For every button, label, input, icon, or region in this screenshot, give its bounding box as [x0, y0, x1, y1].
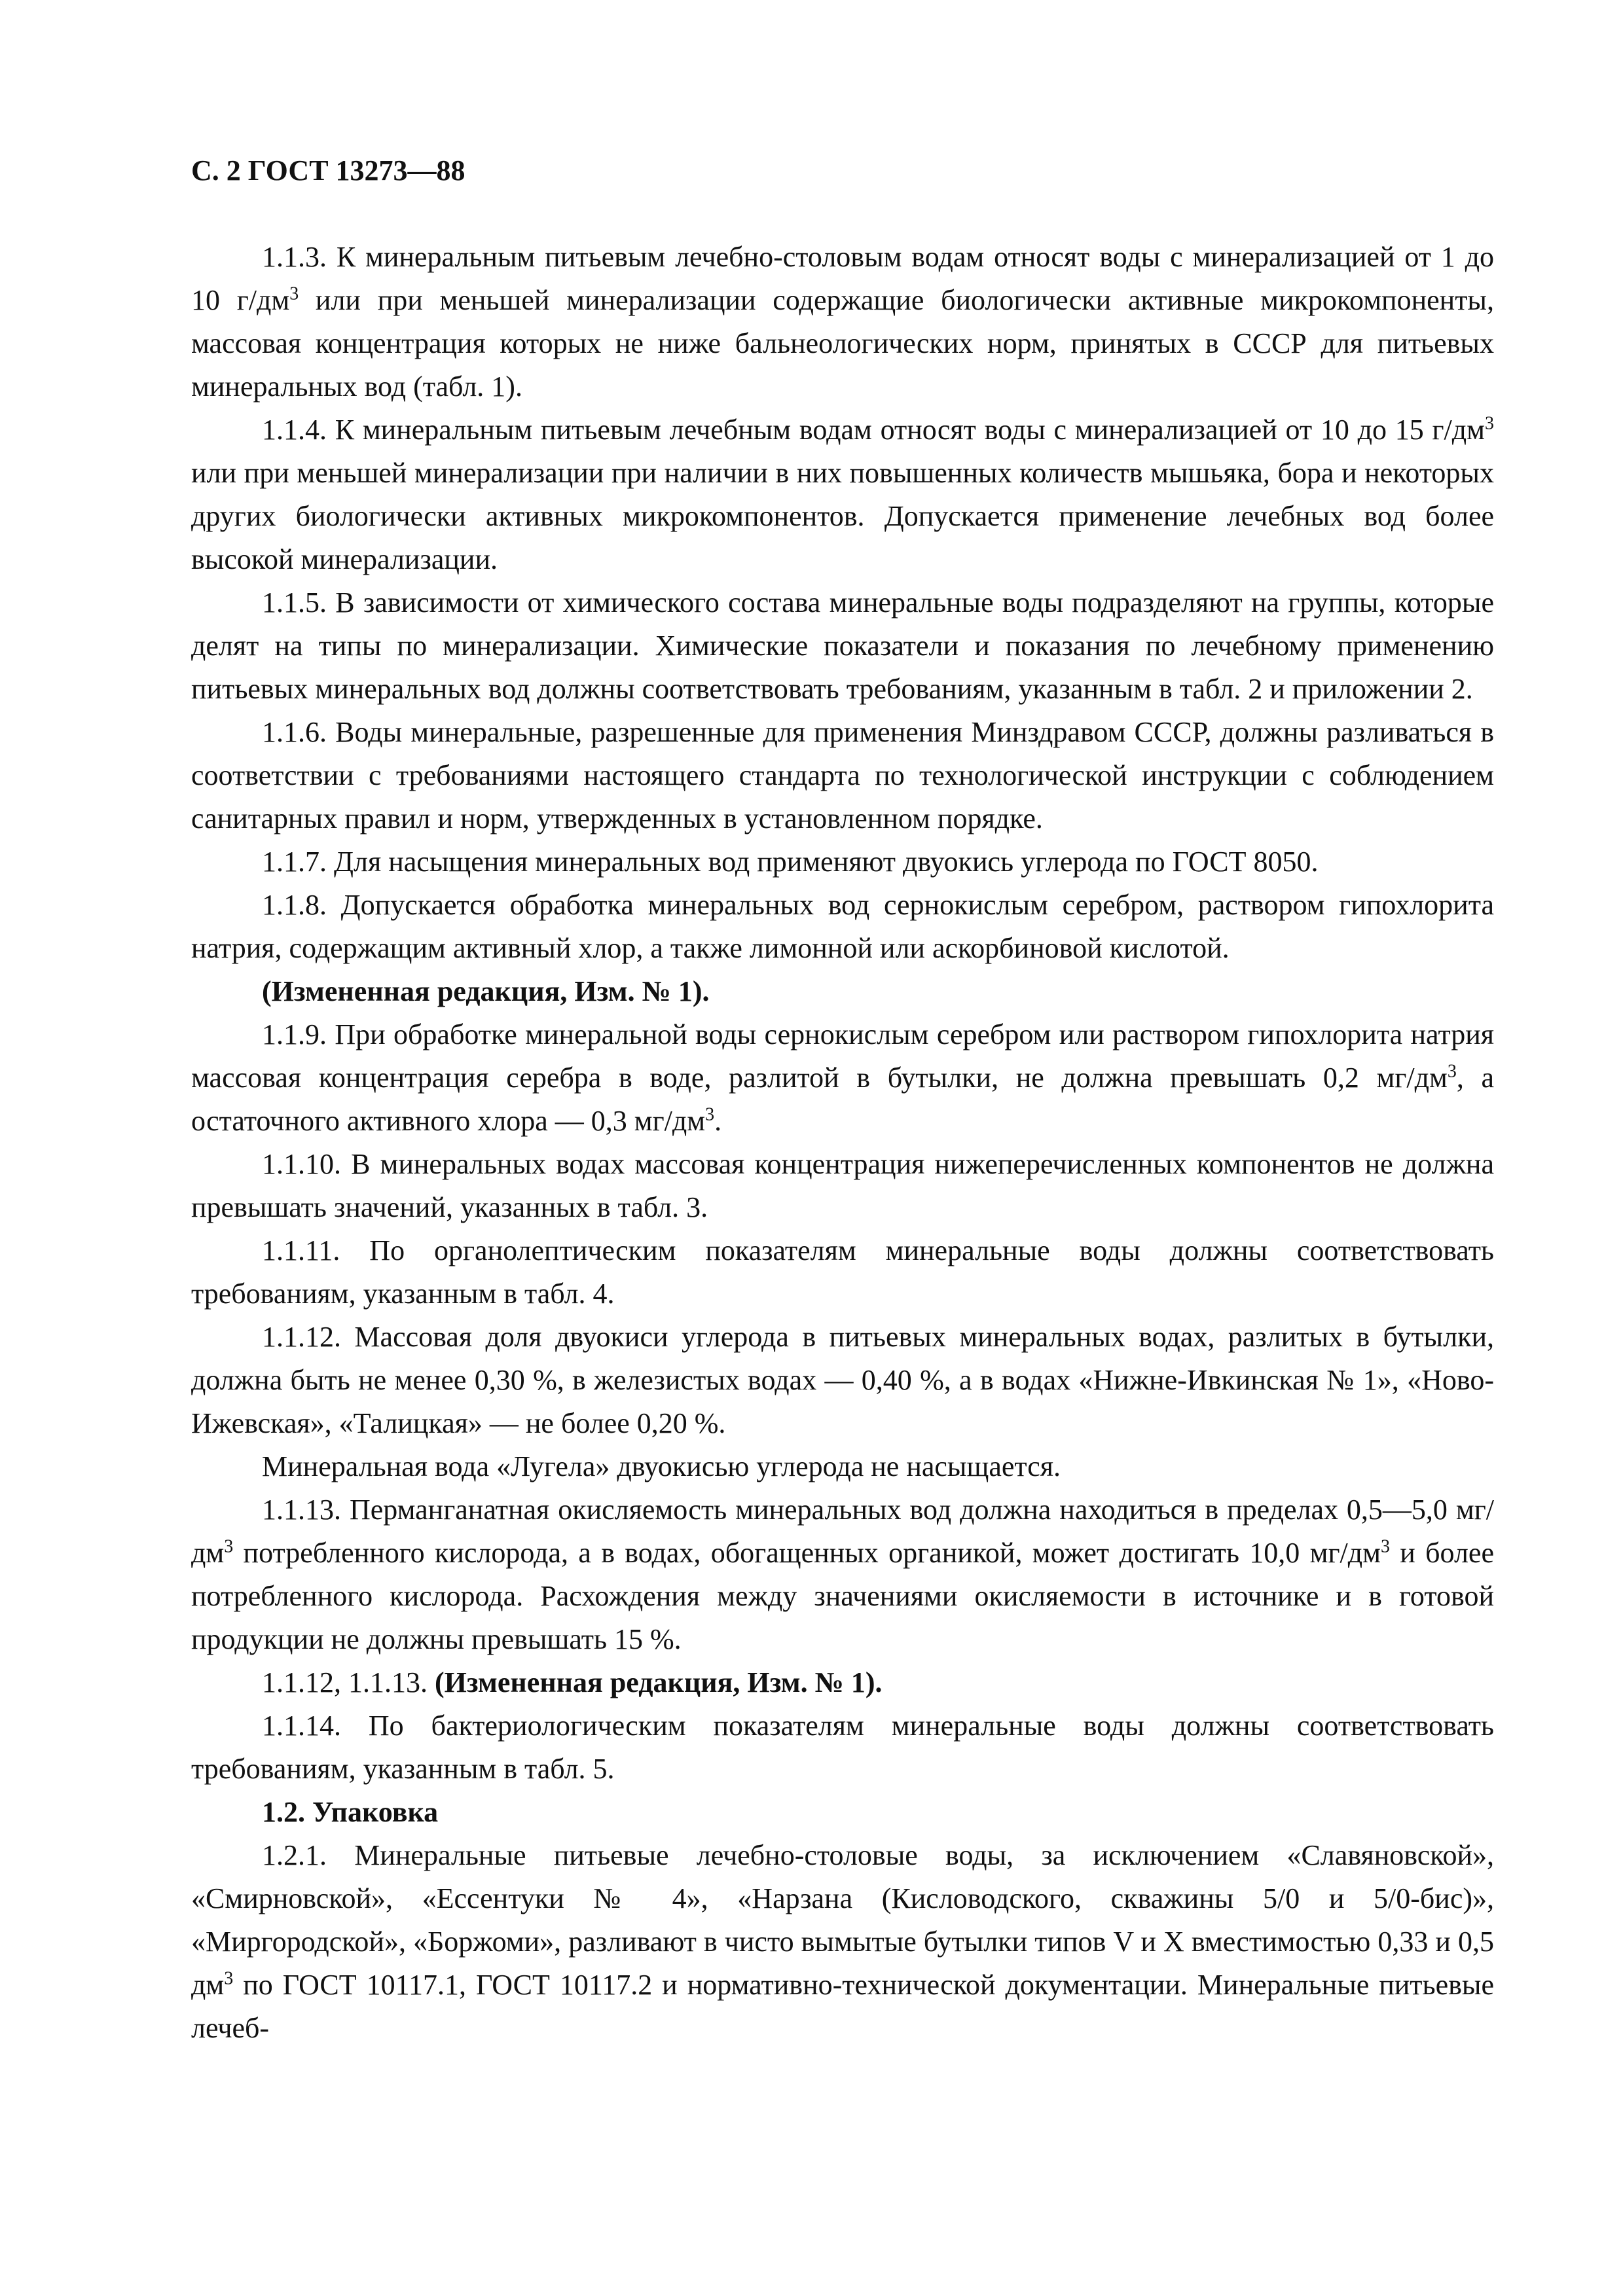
clause-1-1-10: 1.1.10. В минеральных водах массовая концентрация нижеперечисленных компонентов не должна превышать значений, указанных в табл. 3.: [191, 1148, 1494, 1223]
clause-1-1-12: 1.1.12. Массовая доля двуокиси углерода в питьевых минеральных водах, разлитых в бутылки, должна быть не менее 0,30 %, в железистых водах — 0,40 %, а в водах «Нижне-Ивкинская № 1», «Ново-Ижевская», «Талицкая» — не более 0,20 %.: [191, 1321, 1494, 1439]
clause-1-1-9: 1.1.9. При обработке минеральной воды сернокислым серебром или раствором гипохлорита натрия массовая концентрация серебра в воде, разлитой в бутылки, не должна превышать 0,2 $мг/дм^3$, а остаточного активного хлора — 0,3 $мг/дм^3$.: [191, 1018, 1494, 1137]
clause-1-1-4: 1.1.4. К минеральным питьевым лечебным водам относят воды с минерализацией от 10 до 15 $г/дм^3$ или при меньшей минерализации при наличии в них повышенных количеств мышьяка, бора и некоторых других биологически активных микрокомпонентов. Допускается применение лечебных вод более высокой минерализации.: [191, 413, 1494, 575]
amendment-note-1: (Измененная редакция, Изм. № 1).: [262, 975, 710, 1007]
clause-1-1-7: 1.1.7. Для насыщения минеральных вод применяют двуокись углерода по ГОСТ 8050.: [262, 846, 1319, 878]
section-heading-1-2: 1.2. Упаковка: [262, 1796, 439, 1828]
clause-1-1-5: 1.1.5. В зависимости от химического состава минеральные воды подразделяют на группы, которые делят на типы по минерализации. Химические показатели и показания по лечебному применению питьевых минеральных вод должны соответствовать требованиям, указанным в табл. 2 и приложении 2.: [191, 586, 1494, 705]
clause-1-1-11: 1.1.11. По органолептическим показателям минеральные воды должны соответствовать требованиям, указанным в табл. 4.: [191, 1234, 1494, 1310]
clause-1-2-1: 1.2.1. Минеральные питьевые лечебно-столовые воды, за исключением «Славяновской», «Смирновской», «Ессентуки № 4», «Нарзана (Кисловодского, скважины 5/0 и 5/0-бис)», «Миргородской», «Боржоми», разливают в чисто вымытые бутылки типов V и X вместимостью 0,33 и 0,5 $дм^3$ по ГОСТ 10117.1, ГОСТ 10117.2 и нормативно-технической документации. Минеральные питьевые лечеб-: [191, 1839, 1494, 2044]
clause-1-1-3: 1.1.3. К минеральным питьевым лечебно-столовым водам относят воды с минерализацией от 1 до 10 $г/дм^3$ или при меньшей минерализации содержащие биологически активные микрокомпоненты, массовая концентрация которых не ниже бальнеологических норм, принятых в СССР для питьевых минеральных вод (табл. 1).: [191, 241, 1494, 403]
clause-1-1-6: 1.1.6. Воды минеральные, разрешенные для применения Минздравом СССР, должны разливаться в соответствии с требованиями настоящего стандарта по технологической инструкции с соблюдением санитарных правил и норм, утвержденных в установленном порядке.: [191, 716, 1494, 834]
lugela-note: Минеральная вода «Лугела» двуокисью углерода не насыщается.: [262, 1450, 1061, 1482]
clause-1-1-14: 1.1.14. По бактериологическим показателям минеральные воды должны соответствовать требованиям, указанным в табл. 5.: [191, 1710, 1494, 1785]
clause-1-1-8: 1.1.8. Допускается обработка минеральных вод сернокислым серебром, раствором гипохлорита натрия, содержащим активный хлор, а также лимонной или аскорбиновой кислотой.: [191, 889, 1494, 964]
amendment-note-2: 1.1.12, 1.1.13. (Измененная редакция, Изм. № 1).: [262, 1666, 883, 1698]
page-header: С. 2 ГОСТ 13273—88: [191, 154, 465, 187]
document-page: [191, 149, 1494, 2050]
clause-1-1-13: 1.1.13. Перманганатная окисляемость минеральных вод должна находиться в пределах 0,5—5,0 $мг/дм^3$ потребленного кислорода, а в водах, обогащенных органикой, может достигать 10,0 $мг/дм^3$ и более потребленного кислорода. Расхождения между значениями окисляемости в источнике и в готовой продукции не должны превышать 15 %.: [191, 1494, 1494, 1655]
